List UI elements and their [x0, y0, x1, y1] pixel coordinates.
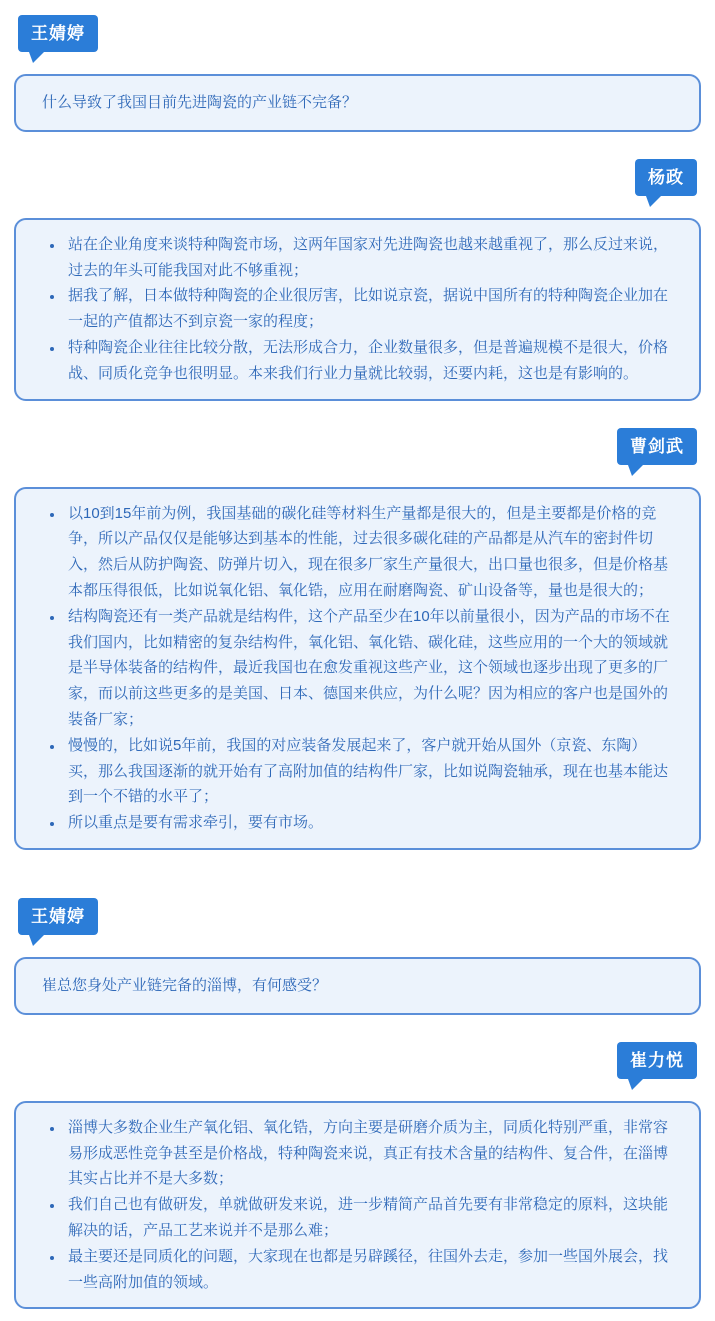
message-bubble — [14, 487, 701, 850]
speaker-badge: 王婧婷 — [18, 15, 98, 52]
message-bubble — [14, 218, 701, 401]
message-bubble — [14, 74, 701, 132]
question-text: 什么导致了我国目前先进陶瓷的产业链不完备？ — [42, 94, 358, 111]
bullet-item: • 特种陶瓷企业往往比较分散，无法形成合力，企业数量很多，但是普遍规模不是很大，价格战、同质化竞争也很明显。本来我们行业力量就比较弱，还要内耗，这也是有影响的。 — [64, 335, 673, 387]
speaker-badge: 王婧婷 — [18, 898, 98, 935]
bullet-list — [42, 501, 673, 836]
bullet-item: • 所以重点是要有需求牵引，要有市场。 — [64, 810, 673, 836]
chat-transcript — [0, 15, 715, 1309]
message-group — [0, 428, 715, 850]
bullet-item: • 淄博大多数企业生产氧化铝、氧化锆，方向主要是研磨介质为主，同质化特别严重，非常容易形成恶性竞争甚至是价格战，特种陶瓷来说，真正有技术含量的结构件、复合件，在淄博其实占比并不是大多数； — [64, 1115, 673, 1192]
speaker-badge: 杨政 — [635, 159, 697, 196]
message-bubble — [14, 957, 701, 1015]
bullet-item: • 据我了解，日本做特种陶瓷的企业很厉害，比如说京瓷，据说中国所有的特种陶瓷企业加在一起的产值都达不到京瓷一家的程度； — [64, 283, 673, 335]
message-group — [0, 159, 715, 401]
message-bubble — [14, 1101, 701, 1310]
bullet-item: • 站在企业角度来谈特种陶瓷市场，这两年国家对先进陶瓷也越来越重视了，那么反过来说，过去的年头可能我国对此不够重视； — [64, 232, 673, 284]
message-group — [0, 898, 715, 1015]
message-group — [0, 1042, 715, 1310]
bullet-list — [42, 232, 673, 387]
bullet-item: • 结构陶瓷还有一类产品就是结构件，这个产品至少在10年以前量很小，因为产品的市场不在我们国内，比如精密的复杂结构件，氧化铝、氧化锆、碳化硅，这些应用的一个大的领域就是半导体装备的结构件，最近我国也在愈发重视这些产业，这个领域也逐步出现了更多的厂家，而以前这些更多的是美国、日本、德国来供应，为什么呢？因为相应的客户也是国外的装备厂家； — [64, 604, 673, 733]
speaker-badge: 曹剑武 — [617, 428, 697, 465]
message-group — [0, 15, 715, 132]
bullet-item: • 最主要还是同质化的问题，大家现在也都是另辟蹊径，往国外去走，参加一些国外展会，找一些高附加值的领域。 — [64, 1244, 673, 1296]
question-text: 崔总您身处产业链完备的淄博，有何感受？ — [42, 976, 328, 994]
bullet-item: • 慢慢的，比如说5年前，我国的对应装备发展起来了，客户就开始从国外（京瓷、东陶）买，那么我国逐渐的就开始有了高附加值的结构件厂家，比如说陶瓷轴承，现在也基本能达到一个不错的水平了； — [64, 733, 673, 810]
speaker-badge: 崔力悦 — [617, 1042, 697, 1079]
bullet-item: • 以10到15年前为例，我国基础的碳化硅等材料生产量都是很大的，但是主要都是价格的竞争，所以产品仅仅是能够达到基本的性能，过去很多碳化硅的产品都是从汽车的密封件切入，然后从防护陶瓷、防弹片切入，现在很多厂家生产量很大，出口量也很多，但是价格基本都压得很低，比如说氧化铝、氧化锆，应用在耐磨陶瓷、矿山设备等，量也是很大的； — [64, 501, 673, 604]
bullet-list — [42, 1115, 673, 1296]
bullet-item: • 我们自己也有做研发，单就做研发来说，进一步精简产品首先要有非常稳定的原料，这块能解决的话，产品工艺来说并不是那么难； — [64, 1192, 673, 1244]
